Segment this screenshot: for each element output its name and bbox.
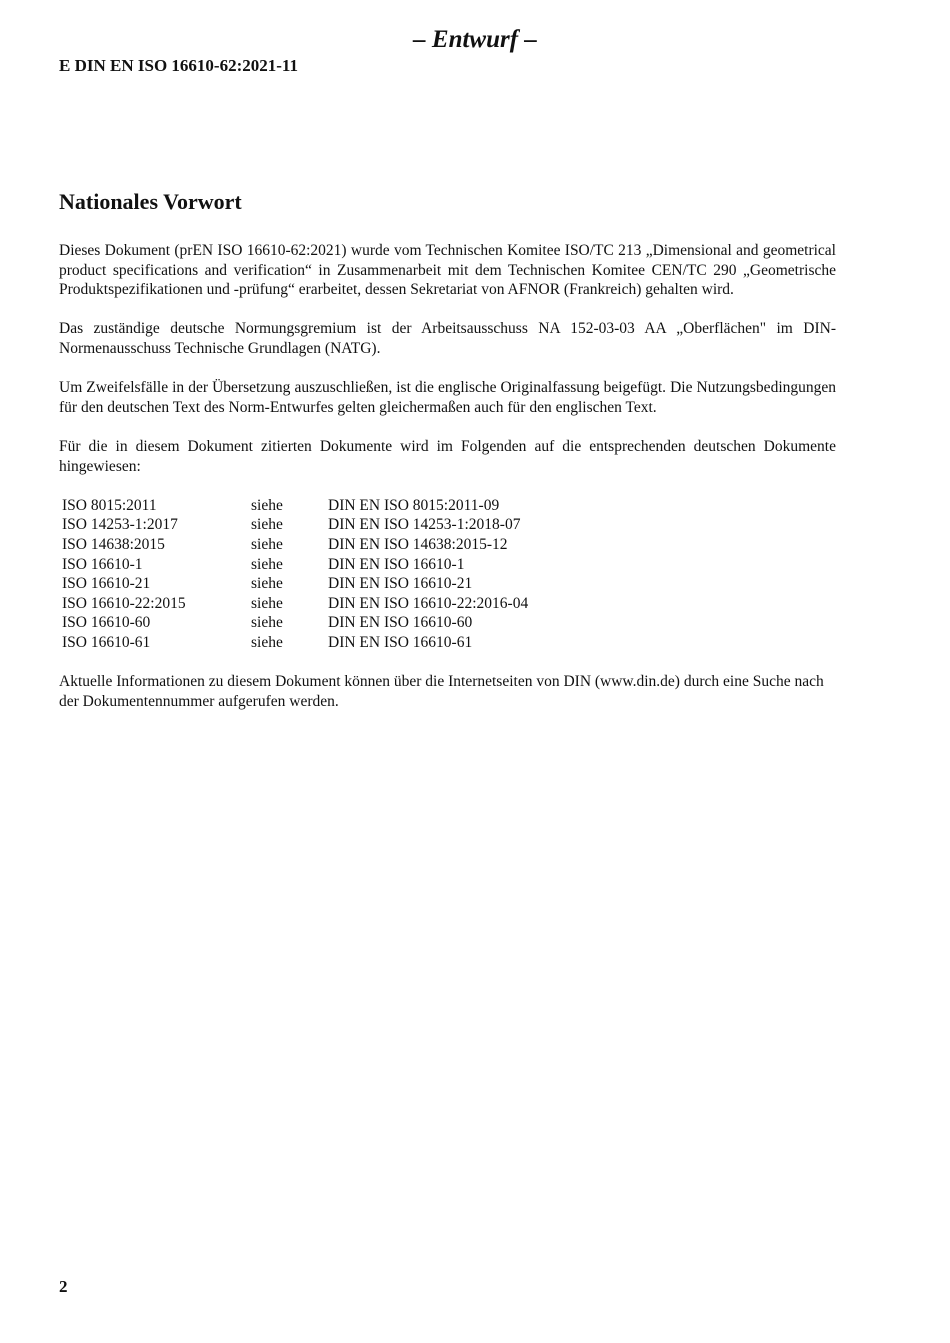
page-number: 2 [59, 1277, 68, 1296]
iso-reference: ISO 16610-22:2015 [62, 594, 186, 612]
foreword-body [59, 241, 836, 731]
paragraph-committee: Dieses Dokument (prEN ISO 16610-62:2021) wurde vom Technischen Komitee ISO/TC 213 „Dimensional and geometrical product specifications and verification“ in Zusammenarbeit mit dem Technischen Komitee CEN/TC 290 „Geometrische Produktspezifikationen und -prüfung“ erarbeitet, dessen Sekretariat von AFNOR (Frankreich) gehalten wird. [59, 242, 836, 299]
see-label: siehe [251, 633, 283, 651]
iso-reference: ISO 14253-1:2017 [62, 516, 178, 534]
din-reference: DIN EN ISO 14638:2015-12 [328, 535, 508, 553]
see-label: siehe [251, 614, 283, 632]
din-reference: DIN EN ISO 16610-61 [328, 633, 473, 651]
table-row [59, 535, 628, 555]
document-id: E DIN EN ISO 16610-62:2021-11 [59, 56, 298, 75]
din-reference: DIN EN ISO 16610-22:2016-04 [328, 594, 529, 612]
iso-reference: ISO 8015:2011 [62, 496, 157, 514]
table-row [59, 555, 628, 575]
see-label: siehe [251, 496, 283, 514]
paragraph-translation: Um Zweifelsfälle in der Übersetzung auszuschließen, ist die englische Originalfassung beigefügt. Die Nutzungsbedingungen für den deutschen Text des Norm-Entwurfes gelten gleichermaßen auch für den englischen Text. [59, 379, 836, 416]
iso-reference: ISO 14638:2015 [62, 535, 165, 553]
section-title: Nationales Vorwort [59, 189, 242, 214]
paragraph-references-intro: Für die in diesem Dokument zitierten Dokumente wird im Folgenden auf die entsprechenden deutschen Dokumente hingewiesen: [59, 437, 836, 475]
reference-table [59, 496, 628, 653]
paragraph-closing: Aktuelle Informationen zu diesem Dokument können über die Internetseiten von DIN (www.din.de) durch eine Suche nach der Dokumentennummer aufgerufen werden. [59, 673, 824, 710]
table-row [59, 515, 628, 535]
iso-reference: ISO 16610-1 [62, 555, 143, 573]
din-reference: DIN EN ISO 8015:2011-09 [328, 496, 500, 514]
iso-reference: ISO 16610-21 [62, 575, 151, 593]
table-row [59, 574, 628, 594]
table-row [59, 496, 628, 516]
din-reference: DIN EN ISO 16610-1 [328, 555, 465, 573]
din-reference: DIN EN ISO 14253-1:2018-07 [328, 516, 521, 534]
paragraph-responsible-body: Das zuständige deutsche Normungsgremium ist der Arbeitsausschuss NA 152-03-03 AA „Oberflächen" im DIN-Normenausschuss Technische Grundlagen (NATG). [59, 320, 836, 357]
din-reference: DIN EN ISO 16610-60 [328, 614, 473, 632]
iso-reference: ISO 16610-61 [62, 633, 151, 651]
draft-watermark: – Entwurf – [413, 26, 537, 53]
see-label: siehe [251, 594, 283, 612]
see-label: siehe [251, 555, 283, 573]
table-row [59, 633, 628, 653]
iso-reference: ISO 16610-60 [62, 614, 151, 632]
see-label: siehe [251, 535, 283, 553]
see-label: siehe [251, 575, 283, 593]
see-label: siehe [251, 516, 283, 534]
table-row [59, 613, 628, 633]
table-row [59, 594, 628, 614]
din-reference: DIN EN ISO 16610-21 [328, 575, 473, 593]
